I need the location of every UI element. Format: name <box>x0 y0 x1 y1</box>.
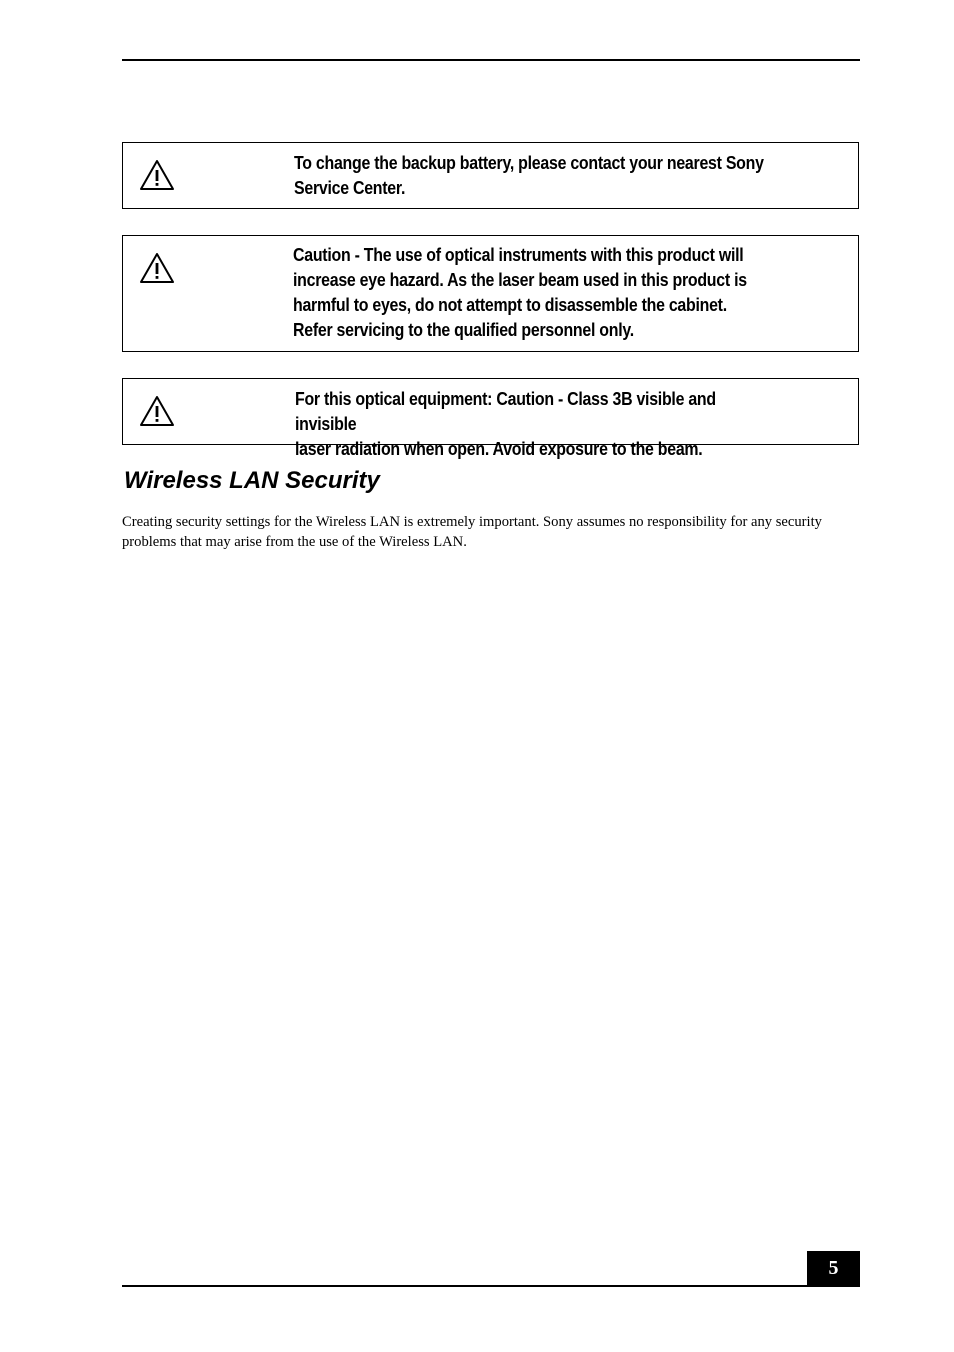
warning-text-battery: To change the backup battery, please contact your nearest Sony Service Center. <box>294 152 764 198</box>
warning-box-laser-radiation <box>122 378 859 459</box>
warning-box-optical-instruments <box>122 235 859 352</box>
warning-triangle-icon <box>139 252 175 284</box>
warning-text-laser-radiation: For this optical equipment: Caution - Class 3B visible and invisible laser radiation when open. Avoid exposure to the beam. <box>295 388 716 459</box>
footer-rule <box>122 1285 860 1287</box>
warning-text-optical-instruments: Caution - The use of optical instruments with this product will increase eye hazard. As the laser beam used in this product is harmful to eyes, do not attempt to disassemble the cabinet. Refer servicing to the qualified personnel only. <box>293 244 747 340</box>
header-rule <box>122 59 860 61</box>
page-number: 5 <box>807 1251 860 1287</box>
warning-box-battery <box>122 142 859 209</box>
section-title: Wireless LAN Security <box>124 467 380 494</box>
warning-triangle-icon <box>139 395 175 427</box>
warning-triangle-icon <box>139 159 175 191</box>
section-body: Creating security settings for the Wireless LAN is extremely important. Sony assumes no responsibility for any security problems that may arise from the use of the Wireless LAN. <box>122 514 822 550</box>
